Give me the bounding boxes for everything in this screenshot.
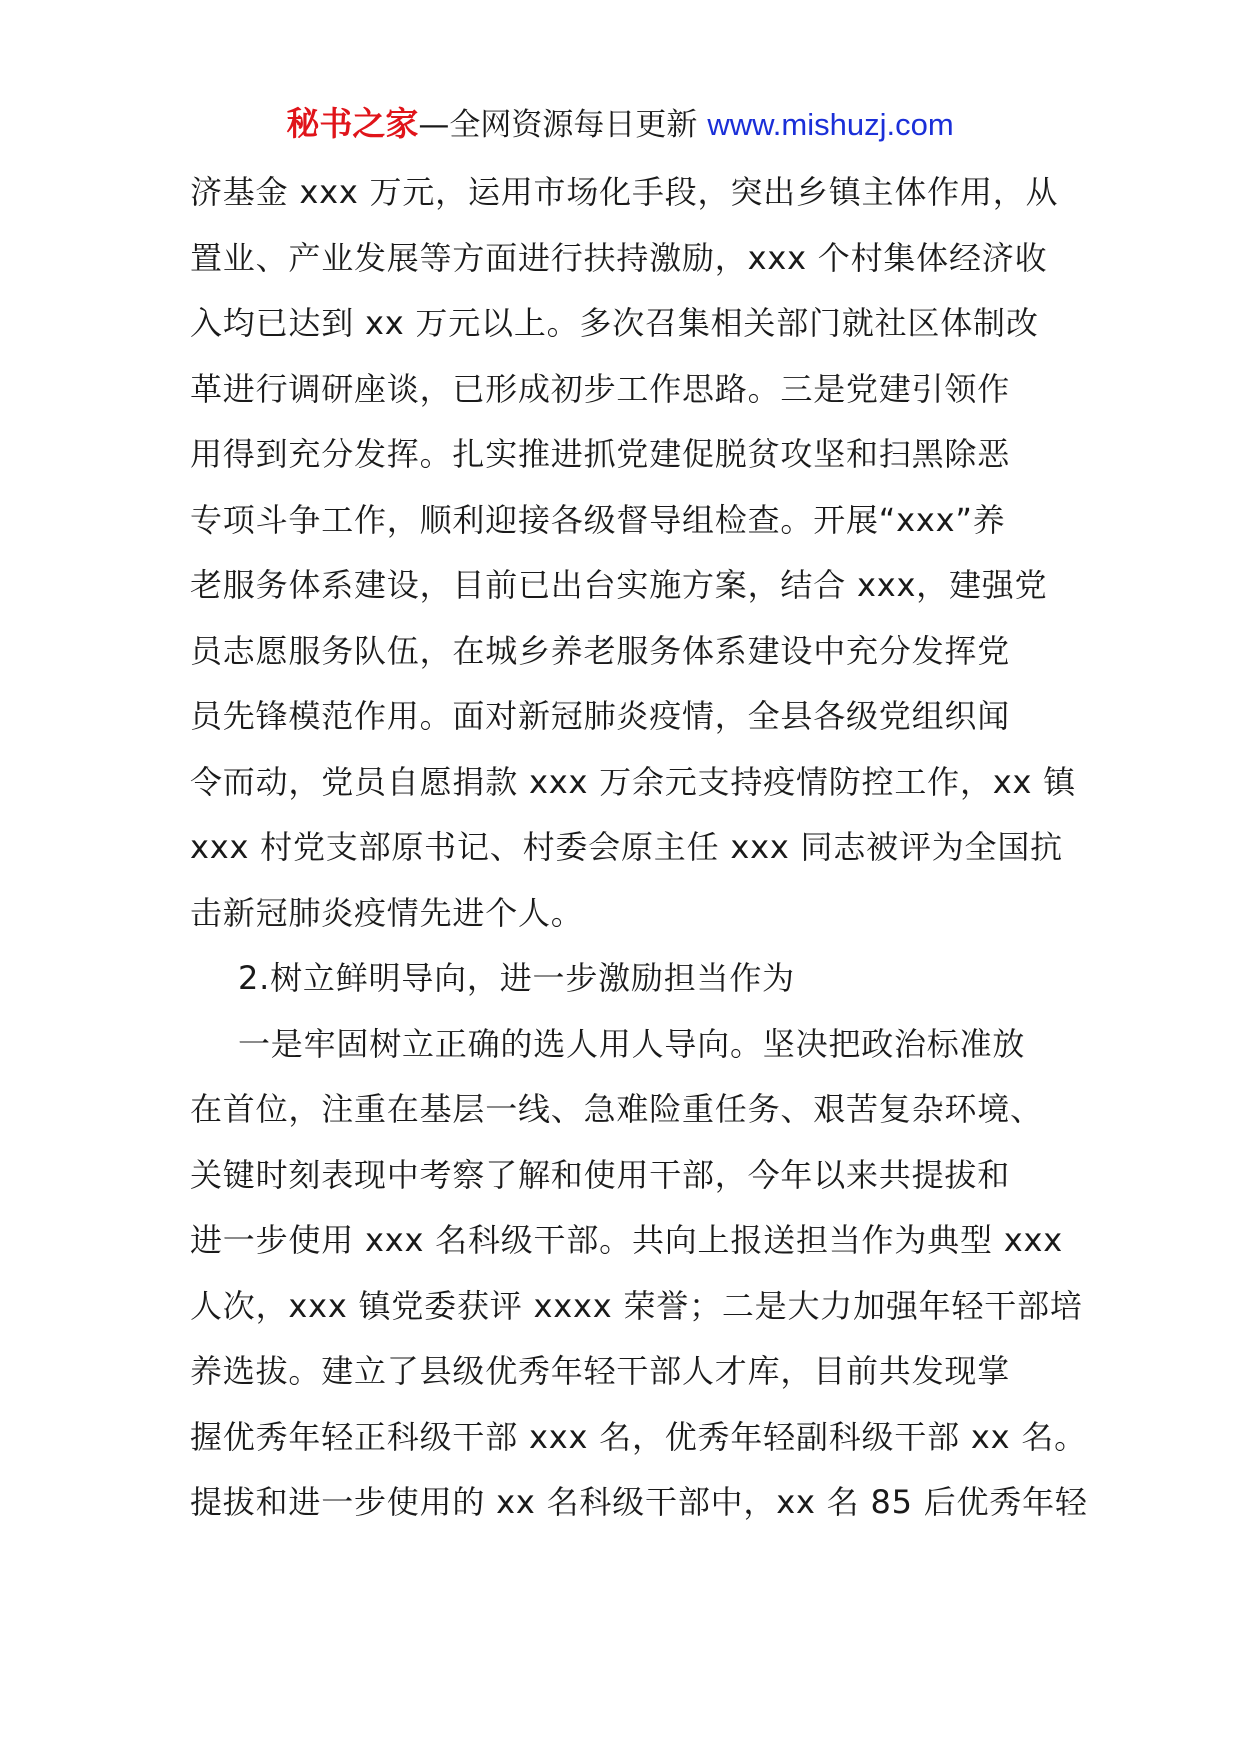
body-line: 革进行调研座谈，已形成初步工作思路。三是党建引领作 <box>190 369 1011 408</box>
body-line: 员先锋模范作用。面对新冠肺炎疫情，全县各级党组织闻 <box>190 697 1011 735</box>
header-tagline: —全网资源每日更新 <box>418 107 698 143</box>
document-body <box>190 160 1088 1536</box>
section-heading: 2.树立鲜明导向，进一步激励担当作为 <box>238 959 795 997</box>
body-line: 关键时刻表现中考察了解和使用干部，今年以来共提拔和 <box>190 1155 1011 1194</box>
body-line: 令而动，党员自愿捐款 xxx 万余元支持疫情防控工作，xx 镇 <box>190 762 1077 801</box>
body-line: xxx 村党支部原书记、村委会原主任 xxx 同志被评为全国抗 <box>190 828 1063 866</box>
body-line: 提拔和进一步使用的 xx 名科级干部中，xx 名 85 后优秀年轻 <box>190 1483 1088 1521</box>
body-line: 握优秀年轻正科级干部 xxx 名，优秀年轻副科级干部 xx 名。 <box>190 1417 1087 1456</box>
body-line: 养选拔。建立了县级优秀年轻干部人才库，目前共发现掌 <box>190 1352 1011 1390</box>
body-line: 老服务体系建设，目前已出台实施方案，结合 xxx，建强党 <box>190 566 1048 604</box>
brand-name: 秘书之家 <box>286 104 419 143</box>
body-line: 入均已达到 xx 万元以上。多次召集相关部门就社区体制改 <box>190 304 1039 342</box>
body-line: 济基金 xxx 万元，运用市场化手段，突出乡镇主体作用，从 <box>190 173 1059 211</box>
site-url-link[interactable]: www.mishuzj.com <box>707 107 954 142</box>
body-line: 用得到充分发挥。扎实推进抓党建促脱贫攻坚和扫黑除恶 <box>190 435 1011 473</box>
body-line: 进一步使用 xxx 名科级干部。共向上报送担当作为典型 xxx <box>190 1221 1063 1259</box>
body-line: 人次，xxx 镇党委获评 xxxx 荣誉；二是大力加强年轻干部培 <box>190 1286 1083 1325</box>
body-line: 专项斗争工作，顺利迎接各级督导组检查。开展“xxx”养 <box>190 500 1006 539</box>
body-line: 一是牢固树立正确的选人用人导向。坚决把政治标准放 <box>238 1024 1026 1063</box>
body-line: 员志愿服务队伍，在城乡养老服务体系建设中充分发挥党 <box>190 631 1011 670</box>
body-line: 置业、产业发展等方面进行扶持激励，xxx 个村集体经济收 <box>190 238 1048 277</box>
page-header <box>0 102 1240 147</box>
body-line: 击新冠肺炎疫情先进个人。 <box>190 893 584 932</box>
body-line: 在首位，注重在基层一线、急难险重任务、艰苦复杂环境、 <box>190 1090 1043 1128</box>
